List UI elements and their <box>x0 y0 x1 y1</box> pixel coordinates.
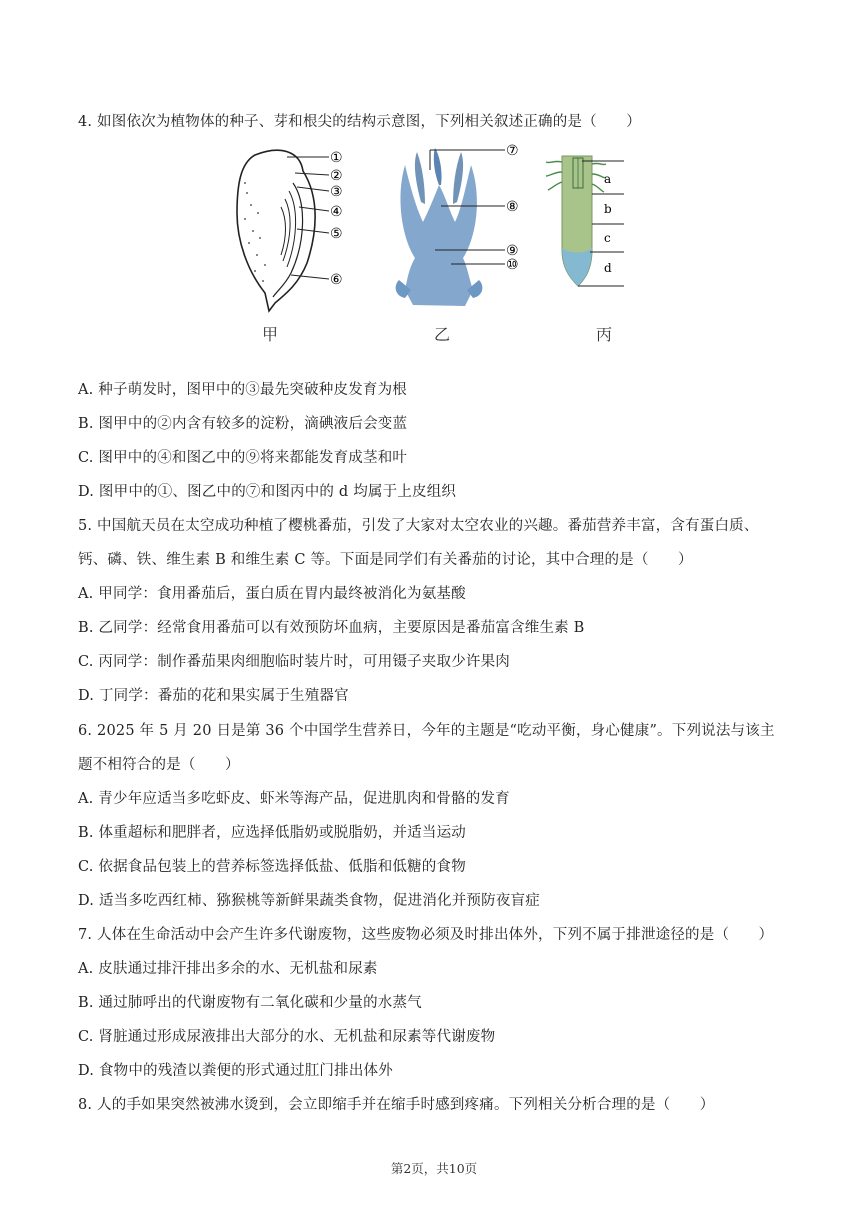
root-mark-c: c <box>604 231 611 245</box>
q5-stem-line-1: 5. 中国航天员在太空成功种植了樱桃番茄，引发了大家对太空农业的兴趣。番茄营养丰富，含有蛋白质、 <box>78 518 759 534</box>
seed-mark-6: ⑥ <box>330 272 343 288</box>
seed-mark-5: ⑤ <box>330 226 343 242</box>
caption-jia: 甲 <box>262 325 279 344</box>
root-tip-diagram <box>540 150 640 295</box>
caption-bing: 丙 <box>596 325 613 344</box>
q6-stem-line-2: 题不相符合的是（ ） <box>78 757 240 773</box>
q7-option-b: B. 通过肺呼出的代谢废物有二氧化碳和少量的水蒸气 <box>78 995 422 1011</box>
bud-mark-8: ⑧ <box>506 199 519 215</box>
q5-option-b: B. 乙同学：经常食用番茄可以有效预防坏血病，主要原因是番茄富含维生素 B <box>78 620 585 636</box>
root-mark-b: b <box>604 202 612 216</box>
q4-option-a: A. 种子萌发时，图甲中的③最先突破种皮发育为根 <box>78 382 407 398</box>
q4-option-b: B. 图甲中的②内含有较多的淀粉，滴碘液后会变蓝 <box>78 416 408 432</box>
q4-option-d: D. 图甲中的①、图乙中的⑦和图丙中的 d 均属于上皮组织 <box>78 484 457 500</box>
q6-option-b: B. 体重超标和肥胖者，应选择低脂奶或脱脂奶，并适当运动 <box>78 825 466 841</box>
seed-mark-1: ① <box>330 150 343 166</box>
root-mark-d: d <box>604 261 612 275</box>
q6-stem-line-1: 6. 2025 年 5 月 20 日是第 36 个中国学生营养日，今年的主题是“吃动平衡，身心健康”。下列说法与该主 <box>78 723 775 739</box>
q7-option-c: C. 肾脏通过形成尿液排出大部分的水、无机盐和尿素等代谢废物 <box>78 1029 496 1045</box>
bud-mark-10: ⑩ <box>506 257 519 273</box>
q4-stem: 4. 如图依次为植物体的种子、芽和根尖的结构示意图，下列相关叙述正确的是（ ） <box>78 114 641 130</box>
q5-option-a: A. 甲同学：食用番茄后，蛋白质在胃内最终被消化为氨基酸 <box>78 586 466 602</box>
q5-option-d: D. 丁同学：番茄的花和果实属于生殖器官 <box>78 688 349 704</box>
q6-option-d: D. 适当多吃西红柿、猕猴桃等新鲜果蔬类食物，促进消化并预防夜盲症 <box>78 893 540 909</box>
q6-option-c: C. 依据食品包装上的营养标签选择低盐、低脂和低糖的食物 <box>78 859 466 875</box>
q7-option-d: D. 食物中的残渣以粪便的形式通过肛门排出体外 <box>78 1063 393 1079</box>
page-footer: 第2页，共10页 <box>390 1161 478 1176</box>
seed-mark-2: ② <box>330 168 343 184</box>
q4-option-c: C. 图甲中的④和图乙中的⑨将来都能发育成茎和叶 <box>78 450 408 466</box>
caption-yi: 乙 <box>434 325 451 344</box>
bud-mark-7: ⑦ <box>506 143 519 159</box>
root-mark-a: a <box>604 172 612 186</box>
seed-mark-4: ④ <box>330 204 343 220</box>
q5-option-c: C. 丙同学：制作番茄果肉细胞临时装片时，可用镊子夹取少许果肉 <box>78 654 510 670</box>
bud-diagram <box>385 140 530 310</box>
q8-stem: 8. 人的手如果突然被沸水烫到，会立即缩手并在缩手时感到疼痛。下列相关分析合理的是（ ） <box>78 1097 715 1113</box>
q6-option-a: A. 青少年应适当多吃虾皮、虾米等海产品，促进肌肉和骨骼的发育 <box>78 791 510 807</box>
bud-mark-9: ⑨ <box>506 243 519 259</box>
q7-stem: 7. 人体在生命活动中会产生许多代谢废物，这些废物必须及时排出体外，下列不属于排泄途径的是（ ） <box>78 927 774 943</box>
q5-stem-line-2: 钙、磷、铁、维生素 B 和维生素 C 等。下面是同学们有关番茄的讨论，其中合理的是（ ） <box>78 552 693 568</box>
seed-mark-3: ③ <box>330 184 343 200</box>
q7-option-a: A. 皮肤通过排汗排出多余的水、无机盐和尿素 <box>78 961 378 977</box>
seed-diagram <box>225 143 355 313</box>
